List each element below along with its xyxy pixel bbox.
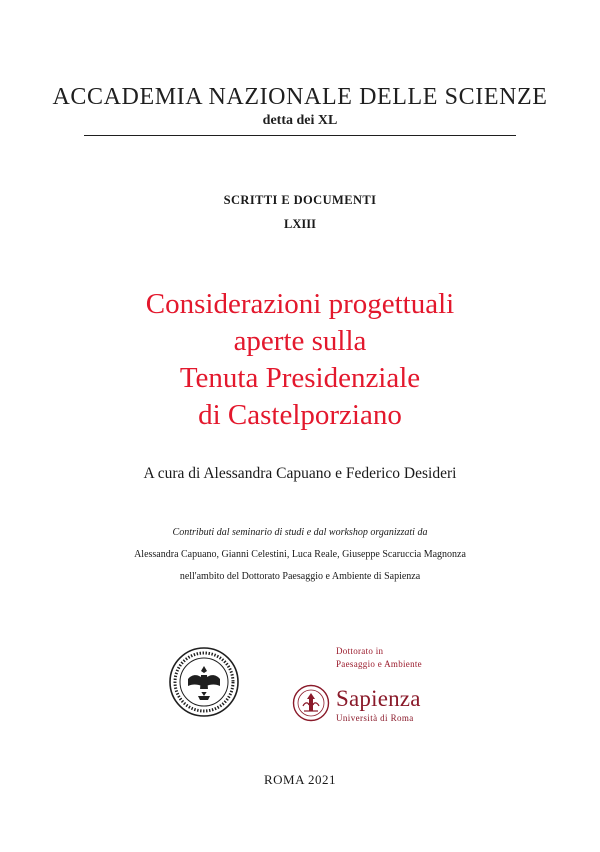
book-title-line-1: Considerazioni progettuali [145,288,455,320]
credits-names: Alessandra Capuano, Gianni Celestini, Luca Reale, Giuseppe Scaruccia Magnonza [134,549,466,560]
book-title-line-3: Tenuta Presidenziale [179,362,421,394]
sapienza-university: Università di Roma [336,713,414,723]
editors-line: A cura di Alessandra Capuano e Federico Desideri [143,465,457,482]
book-title-line-4: di Castelporziano [198,399,402,431]
sapienza-name: Sapienza [336,686,421,711]
credits-intro: Contributi dal seminario di studi e dal workshop organizzati da [172,527,428,538]
sapienza-logo [292,646,462,736]
header-rule [84,135,516,136]
sapienza-seal-icon [292,684,330,722]
department-line-2: Paesaggio e Ambiente [336,659,422,669]
series-title: SCRITTI E DOCUMENTI [223,193,377,207]
academy-seal-icon [168,646,240,718]
academy-subtitle: detta dei XL [262,113,338,128]
credits-context: nell'ambito del Dottorato Paesaggio e Ambiente di Sapienza [179,571,421,582]
book-title [0,286,600,434]
series-number: LXIII [284,217,316,231]
department-line-1: Dottorato in [336,646,384,656]
place-year: ROMA 2021 [263,772,337,787]
book-title-line-2: aperte sulla [233,325,367,357]
academy-name: ACCADEMIA NAZIONALE DELLE SCIENZE [52,84,548,110]
